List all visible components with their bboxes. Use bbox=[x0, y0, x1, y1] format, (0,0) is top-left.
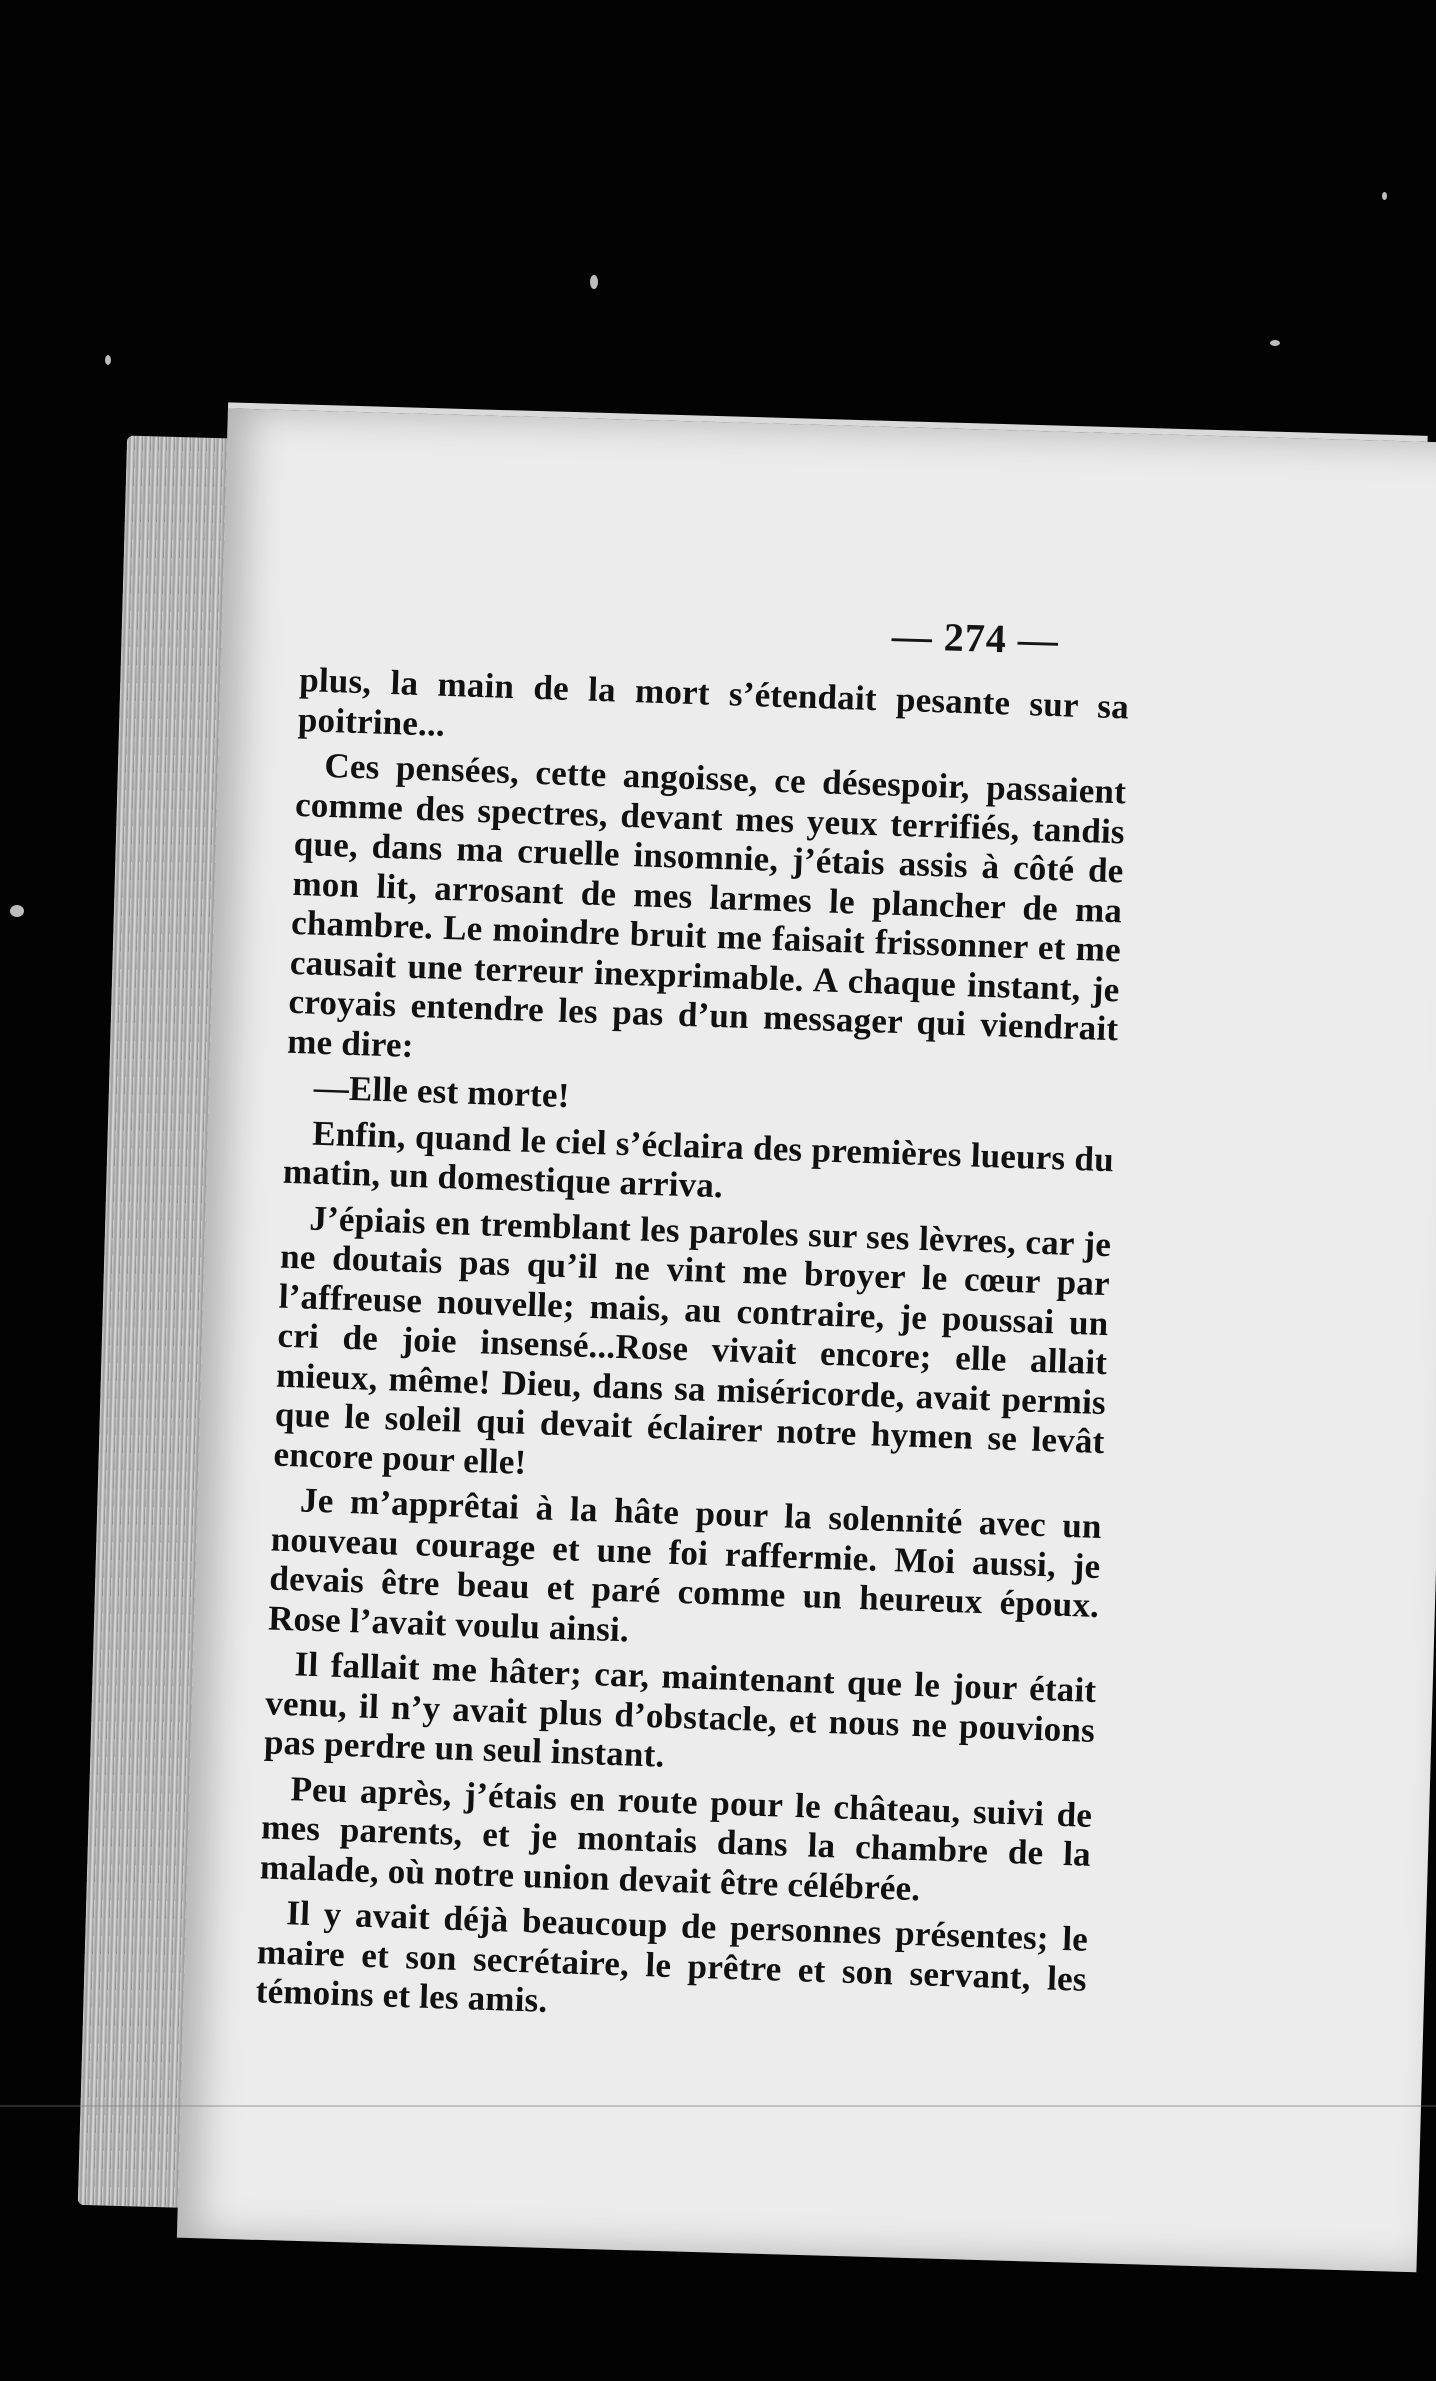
dust-speck bbox=[10, 905, 24, 917]
page-text bbox=[255, 660, 1130, 2044]
paragraph: Ces pensées, cette angoisse, ce désespoir, passaient comme des spectres, devant mes yeux terrifiés, tandis que, dans ma cruelle insomnie, j’étais assis à côté de mon lit, arrosant de mes larmes le plancher de ma chambre. Le moindre bruit me faisait frissonner et me causait une terreur inexprimable. A chaque instant, je croyais entendre les pas d’un messager qui viendrait me dire: bbox=[286, 745, 1127, 1065]
paragraph: Je m’apprêtai à la hâte pour la solennité avec un nouveau courage et une foi raffermie. Moi aussi, je devais être beau et paré comme un heureux époux. Rose l’avait voulu ainsi. bbox=[267, 1480, 1103, 1649]
paragraph: Il fallait me hâter; car, maintenant que le jour était venu, il n’y avait plus d’obstacle, et nous ne pouvions pas perdre un seul instant. bbox=[263, 1644, 1097, 1775]
paragraph: Il y avait déjà beaucoup de personnes présentes; le maire et son secrétaire, le prêtre et son servant, les témoins et les amis. bbox=[255, 1893, 1089, 2020]
dust-speck bbox=[105, 355, 111, 365]
dust-speck bbox=[590, 275, 598, 289]
paragraph: Enfin, quand le ciel s’éclaira des premières lueurs du matin, un domestique arriva. bbox=[282, 1113, 1115, 1206]
scan-line bbox=[0, 2105, 1436, 2107]
paragraph: —Elle est morte! bbox=[313, 1067, 571, 1116]
dust-speck bbox=[1270, 340, 1280, 346]
page-number: — 274 — bbox=[891, 612, 1060, 663]
paragraph: J’épiais en tremblant les paroles sur ses lèvres, car je ne doutais pas qu’il ne vint me broyer le cœur par l’affreuse nouvelle; mais, au contraire, je poussai un cri de joie insensé...Rose vivait encore; elle allait mieux, même! Dieu, dans sa miséricorde, avait permis que le soleil qui devait éclairer notre hymen se levât encore pour elle! bbox=[273, 1198, 1112, 1482]
dust-speck bbox=[1382, 192, 1387, 200]
paragraph: Peu après, j’étais en route pour le château, suivi de mes parents, et je montais dans la chambre de la malade, où notre union devait être célébrée. bbox=[259, 1768, 1093, 1908]
paragraph: plus, la main de la mort s’étendait pesante sur sa poitrine... bbox=[297, 660, 1130, 744]
